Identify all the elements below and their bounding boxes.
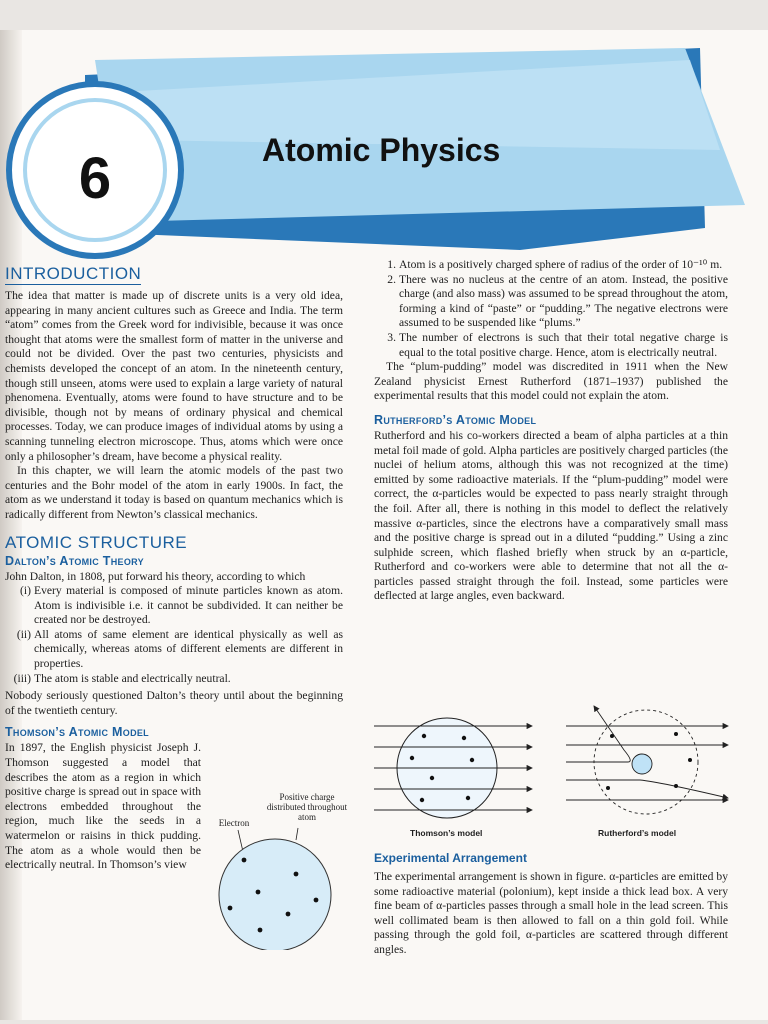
dalton-point-2 [9, 628, 343, 672]
rutherford-heading: Rutherford’s Atomic Model [374, 412, 537, 427]
electron-dot [470, 758, 474, 762]
thomson-point-number: 3. [387, 330, 396, 344]
electron-dot [422, 734, 426, 738]
positive-charge-label: Positive charge distributed throughout atom [266, 792, 348, 822]
electron-label: Electron [218, 818, 250, 828]
right-column [374, 258, 728, 604]
thomson-atom-diagram [200, 800, 350, 950]
electron-dot [674, 784, 678, 788]
atomic-structure-heading: ATOMIC STRUCTURE [5, 532, 188, 552]
dalton-intro: John Dalton, in 1808, put forward his theory, according to which [5, 569, 306, 583]
electron-dot [410, 756, 414, 760]
nucleus [632, 754, 652, 774]
electron-dot [256, 890, 261, 895]
electron-dot [462, 736, 466, 740]
thomson-point-text: There was no nucleus at the centre of an atom. Instead, the positive charge (and also mass) was assumed to be spread throughout the atom, forming a kind of “paste” or “pudding.” The negative electrons were assumed to be suspended like “plums.” [399, 272, 728, 330]
introduction-heading: INTRODUCTION [5, 264, 142, 283]
electron-dot [228, 906, 233, 911]
experimental-section [374, 850, 728, 958]
rutherford-paragraph: Rutherford and his co-workers directed a beam of alpha particles at a thin metal foil made of gold. Alpha particles are positively charged particles (the nuclei of helium atoms, although this was not recognized at the time) emitted by some radioactive materials. If the “plum-pudding” model were correct, the α-particles would be expected to pass nearly straight through the foil. After all, there is nothing in this model to deflect the relatively massive α-particles, since the electrons have a comparatively small mass and the positive charge is spread out in a diluted “pudding.” Using a zinc sulphide screen, which flashed briefly when struck by an α-particle, Rutherford and co-workers were able to determine that not all the α-particles passed straight through the foil. Instead, some particles were deflected at large angles, even backward. [374, 428, 728, 603]
dalton-point-text: Every material is composed of minute particles known as atom. Atom is indivisible i.e. it cannot be subdivided. It can neither be created nor be destroyed. [34, 584, 343, 627]
electron-dot [242, 858, 247, 863]
electron-dot [314, 898, 319, 903]
electron-dot [258, 928, 263, 933]
dalton-point-3 [9, 672, 343, 687]
electron-dot [286, 912, 291, 917]
thomson-point-text: Atom is a positively charged sphere of radius of the order of 10⁻¹⁰ m. [399, 258, 723, 271]
thomson-model-caption: Thomson’s model [410, 828, 483, 838]
experimental-heading: Experimental Arrangement [374, 851, 527, 865]
chapter-number: 6 [78, 146, 112, 211]
introduction-paragraph-2: In this chapter, we will learn the atomic models of the past two centuries and the Bohr model of the atom in early 1900s. In fact, the atom as we understand it today is based on quantum mechanics which is radically different from Newton’s classical mechanics. [5, 464, 343, 521]
thomson-point-2 [374, 273, 728, 331]
thomson-point-text: The number of electrons is such that their total negative charge is equal to the total positive charge. Hence, atom is electrically neutral. [399, 330, 728, 359]
thomson-point-3 [374, 331, 728, 360]
electron-dot [294, 872, 299, 877]
alpha-scattered-ray [566, 780, 728, 798]
electron-dot [688, 758, 692, 762]
rutherford-model-caption: Rutherford’s model [598, 828, 677, 838]
left-column [5, 264, 343, 873]
thomson-text: In 1897, the English physicist Joseph J. Thomson suggested a model that describes the atom as a region in which positive charge is spread out in space with electrons embedded throughout the region, much like the seeds in a watermelon or raisins in thick pudding. The atom as a whole would then be electrically neutral. In Thomson’s view [5, 741, 201, 872]
thomson-point-number: 1. [387, 258, 396, 271]
dalton-point-number: (i) [20, 584, 31, 598]
dalton-point-text: All atoms of same element are identical physically as well as chemically, whereas atoms of different elements are different in properties. [34, 627, 343, 671]
dalton-point-1 [9, 584, 343, 628]
dalton-conclusion: Nobody seriously questioned Dalton’s theory until about the beginning of the twentieth century. [5, 689, 343, 717]
alpha-deflected-ray [566, 706, 630, 762]
thomson-point-1 [374, 258, 728, 273]
electron-dot [466, 796, 470, 800]
electron-dot [610, 734, 614, 738]
electron-dot [430, 776, 434, 780]
chapter-title: Atomic Physics [262, 132, 501, 168]
electron-dot [606, 786, 610, 790]
dalton-point-number: (ii) [16, 627, 31, 641]
electron-dot [420, 798, 424, 802]
plum-pudding-paragraph: The “plum-pudding” model was discredited in 1911 when the New Zealand physicist Ernest Rutherford (1871–1937) published the experimental results that this model could not explain the atom. [374, 360, 728, 403]
positive-charge-pointer [296, 828, 298, 840]
introduction-paragraph-1: The idea that matter is made up of discrete units is a very old idea, appearing in many ancient cultures such as Greece and India. The term “atom” comes from the Greek word for indivisible, because it was once thought that atoms were the smallest form of matter in the universe and could not be divided. Over the past two centuries, physicists and chemists developed the concept of an atom. In the nineteenth century, though still unseen, atoms were used to explain a large variety of natural phenomena. Eventually, atoms were found to have structure and to be divisible, though not by means of ordinary physical and chemical processes. Today, we can produce images of individual atoms by using a scanning tunneling electron microscope. Thus, atoms which were once only a philosopher’s dream, have become a physical reality. [5, 289, 343, 463]
dalton-point-number: (iii) [13, 671, 31, 685]
dalton-heading: Dalton’s Atomic Theory [5, 553, 144, 568]
thomson-atom-sphere [219, 839, 331, 950]
thomson-point-number: 2. [387, 272, 396, 286]
electron-dot [674, 732, 678, 736]
rutherford-scattering-diagram [564, 700, 736, 824]
dalton-point-text: The atom is stable and electrically neutral. [34, 671, 231, 685]
thomson-scattering-diagram [372, 712, 542, 824]
experimental-paragraph: The experimental arrangement is shown in figure. α-particles are emitted by some radioactive material (polonium), kept inside a thick lead box. A very fine beam of α-particles passes through a small hole in the lead screen. This well collimated beam is then allowed to fall on a thin gold foil. While passing through the gold foil, α-particles are scattered through different angles. [374, 870, 728, 956]
thomson-heading: Thomson’s Atomic Model [5, 725, 149, 740]
